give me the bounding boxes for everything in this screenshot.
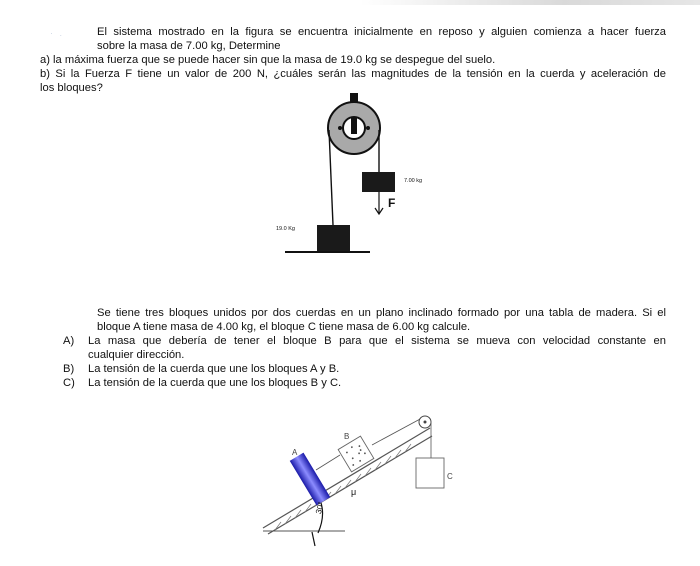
item-c-line1: La tensión de la cuerda que une los bloques B y C. (88, 377, 342, 389)
label-mass-7kg: 7.00 kg (404, 178, 423, 184)
problem1-intro-line1: El sistema mostrado en la figura se encuentra inicialmente en reposo y alguien comienza a hacer fuerza (97, 26, 666, 38)
rope-a-b (316, 455, 340, 470)
item-b-line1: La tensión de la cuerda que une los bloques A y B. (88, 363, 340, 375)
problem2-intro-line1: Se tiene tres bloques unidos por dos cuerdas en un plano inclinado formado por una tabla de madera. Si el (97, 307, 666, 319)
rope-b-pulley (372, 418, 422, 445)
problem1-part-b-line2: los bloques? (40, 82, 103, 94)
block-a (290, 453, 330, 506)
label-friction-mu: μ (351, 487, 357, 497)
faint-marks: · . (50, 28, 64, 38)
item-c-marker: C) (63, 377, 75, 389)
label-block-c: C (447, 472, 453, 481)
label-force-f: F (388, 196, 396, 210)
problem1-intro-line2: sobre la masa de 7.00 kg, Determine (97, 40, 281, 52)
label-block-a: A (292, 448, 298, 457)
problem2-intro-line2: bloque A tiene masa de 4.00 kg, el bloque C tiene masa de 6.00 kg calcule. (97, 321, 471, 333)
item-a-line1: La masa que debería de tener el bloque B para que el sistema se mueva con velocidad constante en (88, 335, 666, 347)
problem1-part-a: a) la máxima fuerza que se puede hacer sin que la masa de 19.0 kg se despegue del suelo. (40, 54, 496, 66)
block-c (416, 458, 444, 488)
label-angle-30: 30° (313, 500, 326, 515)
item-a-marker: A) (63, 335, 75, 347)
item-a-line2: cualquier dirección. (88, 349, 185, 361)
label-mass-19kg: 19.0 Kg (276, 226, 295, 232)
problem1-part-b-line1: b) Si la Fuerza F tiene un valor de 200 N, ¿cuáles serán las magnitudes de la tensión en la cuerda y aceleración de (40, 68, 666, 80)
item-b-marker: B) (63, 363, 75, 375)
label-block-b: B (344, 432, 350, 441)
